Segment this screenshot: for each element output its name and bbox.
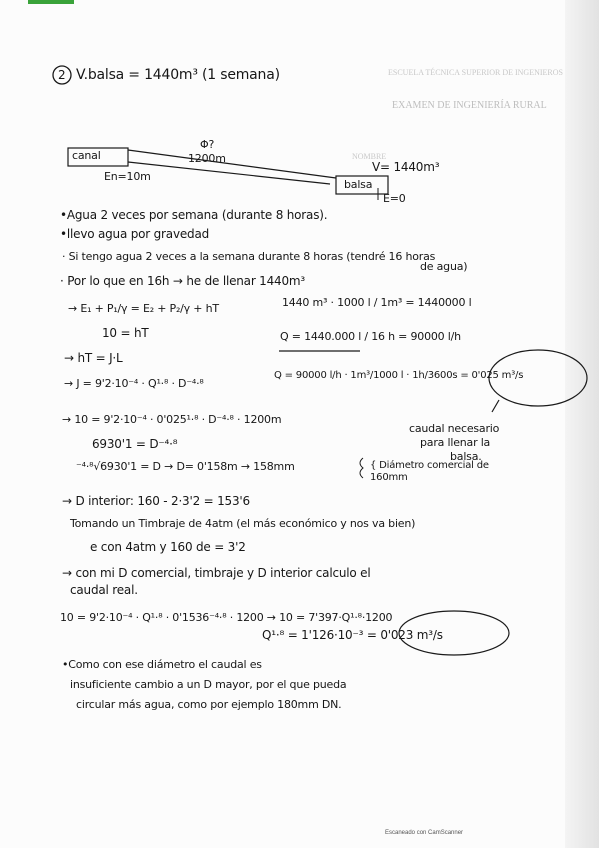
brace xyxy=(360,458,363,478)
canal-label: canal xyxy=(72,149,101,162)
bleed-through-label: NOMBRE xyxy=(352,152,387,161)
balsa-volume-label: V= 1440m³ xyxy=(372,160,440,174)
equation-line: e con 4atm y 160 de = 3'2 xyxy=(90,540,246,554)
equation-line: Q¹·⁸ = 1'126·10⁻³ = 0'023 m³/s xyxy=(262,628,443,642)
conversion-line: Q = 1440.000 l / 16 h = 90000 l/h xyxy=(280,330,461,343)
conclusion-line: •Como con ese diámetro el caudal es xyxy=(62,658,262,671)
equation-line: → D interior: 160 - 2·3'2 = 153'6 xyxy=(62,494,250,508)
annotation-arrow xyxy=(492,400,499,412)
equation-line: ⁻⁴·⁸√6930'1 = D → D= 0'158m → 158mm xyxy=(76,460,295,473)
note-line: •Agua 2 veces por semana (durante 8 horas). xyxy=(60,208,328,222)
commercial-diameter-note: { Diámetro comercial de 160mm xyxy=(370,460,489,483)
problem-title: V.balsa = 1440m³ (1 semana) xyxy=(76,67,280,83)
equation-line: caudal real. xyxy=(70,583,138,597)
note-line: · Si tengo agua 2 veces a la semana durante 8 horas (tendré 16 horas xyxy=(62,250,436,263)
balsa-label: balsa xyxy=(344,178,373,191)
equation-line: → J = 9'2·10⁻⁴ · Q¹·⁸ · D⁻⁴·⁸ xyxy=(64,377,204,390)
conclusion-line: circular más agua, como por ejemplo 180mm DN. xyxy=(76,698,342,711)
equation-line: 10 = hT xyxy=(102,326,149,340)
annotation-line: caudal necesario xyxy=(409,422,500,435)
note-line: •llevo agua por gravedad xyxy=(60,227,210,241)
equation-line: → con mi D comercial, timbraje y D interior calculo el xyxy=(62,566,371,580)
equation-line: → 10 = 9'2·10⁻⁴ · 0'025¹·⁸ · D⁻⁴·⁸ · 1200m xyxy=(62,413,282,426)
bleed-through-heading: EXAMEN DE INGENIERÍA RURAL xyxy=(392,100,547,111)
scanner-watermark: Escaneado con CamScanner xyxy=(385,830,464,836)
annotation-line: balsa. xyxy=(450,450,482,463)
conclusion-line: insuficiente cambio a un D mayor, por el que pueda xyxy=(70,678,347,691)
diameter-label: Φ? xyxy=(200,138,215,151)
conversion-line: Q = 90000 l/h · 1m³/1000 l · 1h/3600s = 0'025 m³/s xyxy=(274,370,524,381)
balsa-level-label: E=0 xyxy=(383,192,406,205)
canal-level-label: En=10m xyxy=(104,170,151,183)
equation-line: Tomando un Timbraje de 4atm (el más económico y nos va bien) xyxy=(70,517,416,530)
conversion-line: 1440 m³ · 1000 l / 1m³ = 1440000 l xyxy=(282,296,472,309)
equation-line: → hT = J·L xyxy=(64,351,123,365)
bleed-through-text: ESCUELA TÉCNICA SUPERIOR DE INGENIEROS xyxy=(388,68,563,77)
equation-line: 10 = 9'2·10⁻⁴ · Q¹·⁸ · 0'1536⁻⁴·⁸ · 1200 → 10 = 7'397·Q¹·⁸·1200 xyxy=(60,611,393,624)
problem-number: 2 xyxy=(58,68,66,82)
note-line: · Por lo que en 16h → he de llenar 1440m³ xyxy=(60,274,306,288)
equation-line: 6930'1 = D⁻⁴·⁸ xyxy=(92,437,178,451)
annotation-line: para llenar la xyxy=(420,436,491,449)
note-line: de agua) xyxy=(420,260,468,273)
pipe-length-label: 1200m xyxy=(188,152,226,165)
equation-bernoulli: → E₁ + P₁/γ = E₂ + P₂/γ + hT xyxy=(68,302,219,315)
